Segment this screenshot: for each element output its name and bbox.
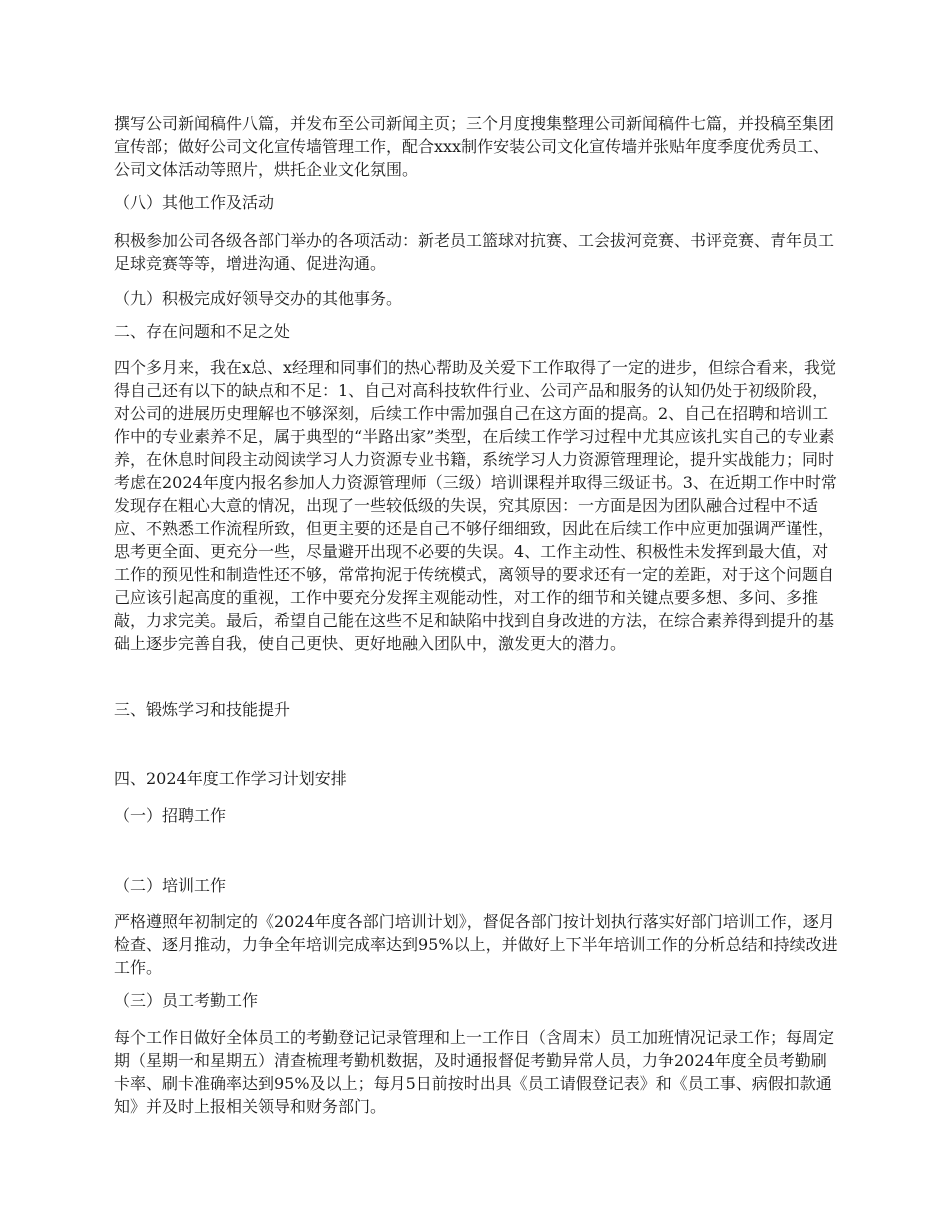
heading-skill-improvement-text: 三、锻炼学习和技能提升 <box>114 700 291 719</box>
heading-problems-text: 二、存在问题和不足之处 <box>114 322 291 341</box>
paragraph-other-activities <box>114 229 842 275</box>
heading-other-activities-text: （八）其他工作及活动 <box>114 193 275 212</box>
paragraph-attendance <box>114 1026 842 1118</box>
heading-2024-plan-text: 四、2024年度工作学习计划安排 <box>114 769 347 788</box>
heading-attendance-text: （三）员工考勤工作 <box>114 991 259 1010</box>
heading-other-activities <box>114 191 842 214</box>
heading-attendance <box>114 989 842 1012</box>
heading-recruitment <box>114 804 842 827</box>
heading-problems <box>114 320 842 343</box>
heading-leader-tasks <box>114 287 842 310</box>
heading-training-work <box>114 874 842 897</box>
paragraph-training-work-text: 严格遵照年初制定的《2024年度各部门培训计划》，督促各部门按计划执行落实好部门培训工作，逐月检查、逐月推动，力争全年培训完成率达到95%以上，并做好上下半年培训工作的分析总结和持续改进工作。 <box>114 912 838 977</box>
paragraph-problems-text: 四个多月来，我在x总、x经理和同事们的热心帮助及关爱下工作取得了一定的进步，但综合看来，我觉得自己还有以下的缺点和不足：1、自己对高科技软件行业、公司产品和服务的认知仍处于初级阶段，对公司的进展历史理解也不够深刻，后续工作中需加强自己在这方面的提高。2、自己在招聘和培训工作中的专业素养不足，属于典型的“半路出家”类型，在后续工作学习过程中尤其应该扎实自己的专业素养，在休息时间段主动阅读学习人力资源专业书籍，系统学习人力资源管理理论，提升实战能力；同时考虑在2024年度内报名参加人力资源管理师（三级）培训课程并取得三级证书。3、在近期工作中时常发现存在粗心大意的情况，出现了一些较低级的失误，究其原因：一方面是因为团队融合过程中不适应、不熟悉工作流程所致，但更主要的还是自己不够仔细细致，因此在后续工作中应更加强调严谨性，思考更全面、更充分一些，尽量避开出现不必要的失误。4、工作主动性、积极性未发挥到最大值，对工作的预见性和制造性还不够，常常拘泥于传统模式，离领导的要求还有一定的差距，对于这个问题自己应该引起高度的重视，工作中要充分发挥主观能动性，对工作的细节和关键点要多想、多问、多推敲，力求完美。最后，希望自己能在这些不足和缺陷中找到自身改进的方法，在综合素养得到提升的基础上逐步完善自我，使自己更快、更好地融入团队中，激发更大的潜力。 <box>114 358 837 653</box>
heading-2024-plan <box>114 767 842 790</box>
paragraph-other-activities-text: 积极参加公司各级各部门举办的各项活动：新老员工篮球对抗赛、工会拔河竞赛、书评竞赛、青年员工足球竞赛等等，增进沟通、促进沟通。 <box>114 231 835 273</box>
heading-recruitment-text: （一）招聘工作 <box>114 806 227 825</box>
paragraph-attendance-text: 每个工作日做好全体员工的考勤登记记录管理和上一工作日（含周末）员工加班情况记录工作；每周定期（星期一和星期五）清查梳理考勤机数据，及时通报督促考勤异常人员，力争2024年度全员考勤刷卡率、刷卡准确率达到95%及以上；每月5日前按时出具《员工请假登记表》和《员工事、病假扣款通知》并及时上报相关领导和财务部门。 <box>114 1028 835 1116</box>
heading-leader-tasks-text: （九）积极完成好领导交办的其他事务。 <box>114 289 403 308</box>
heading-skill-improvement <box>114 698 842 721</box>
paragraph-problems <box>114 356 842 655</box>
paragraph-training-work <box>114 910 842 979</box>
paragraph-news-text: 撰写公司新闻稿件八篇，并发布至公司新闻主页；三个月度搜集整理公司新闻稿件七篇，并投稿至集团宣传部；做好公司文化宣传墙管理工作，配合xxx制作安装公司文化宣传墙并张贴年度季度优秀员工、公司文体活动等照片，烘托企业文化氛围。 <box>114 114 835 179</box>
heading-training-work-text: （二）培训工作 <box>114 876 227 895</box>
paragraph-news <box>114 112 842 181</box>
